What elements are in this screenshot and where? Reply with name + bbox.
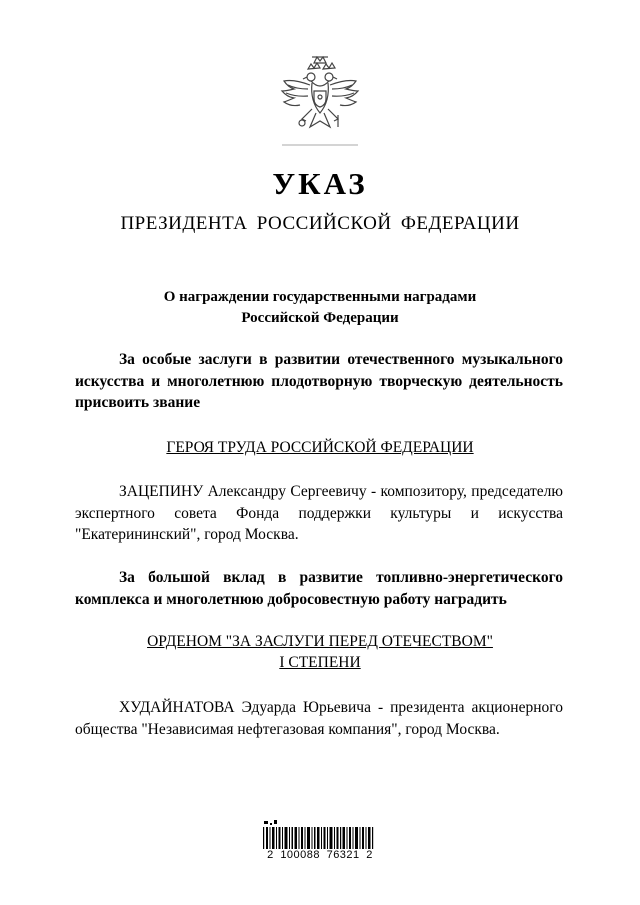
barcode-number: 2 100088 76321 2 <box>267 849 373 861</box>
document-title: УКАЗ <box>272 166 368 201</box>
recipient-paragraph-1: ЗАЦЕПИНУ Александру Сергеевичу - композитору, председателю экспертного совета Фонда поддержки культуры и искусства "Екатерининский", город Москва. <box>75 483 563 543</box>
award-title-1-text: ГЕРОЯ ТРУДА РОССИЙСКОЙ ФЕДЕРАЦИИ <box>166 439 474 456</box>
recipient-paragraph-2: ХУДАЙНАТОВА Эдуарда Юрьевича - президента акционерного общества "Независимая нефтегазовая компания", город Москва. <box>75 699 563 738</box>
award-title-2-line-1-text: ОРДЕНОМ "ЗА ЗАСЛУГИ ПЕРЕД ОТЕЧЕСТВОМ" <box>147 633 493 650</box>
award-title-2-line-2 <box>0 652 640 673</box>
award-title-2-line-1 <box>0 631 640 652</box>
decree-heading-line-2: Российской Федерации <box>241 310 399 326</box>
document-subtitle: ПРЕЗИДЕНТА РОССИЙСКОЙ ФЕДЕРАЦИИ <box>120 213 520 234</box>
award-title-1 <box>0 437 640 458</box>
award-title-2-line-2-text: I СТЕПЕНИ <box>279 654 361 671</box>
coat-of-arms-icon <box>278 55 362 147</box>
award-reason-paragraph-1: За особые заслуги в развитии отечественного музыкального искусства и многолетнюю плодотворную творческую деятельность присвоить звание <box>75 351 563 411</box>
award-title-2 <box>0 631 640 673</box>
decree-heading <box>0 287 640 329</box>
decree-heading-line-1: О награждении государственными наградами <box>163 289 477 305</box>
award-reason-paragraph-2: За большой вклад в развитие топливно-энергетического комплекса и многолетнюю добросовестную работу наградить <box>75 569 563 608</box>
